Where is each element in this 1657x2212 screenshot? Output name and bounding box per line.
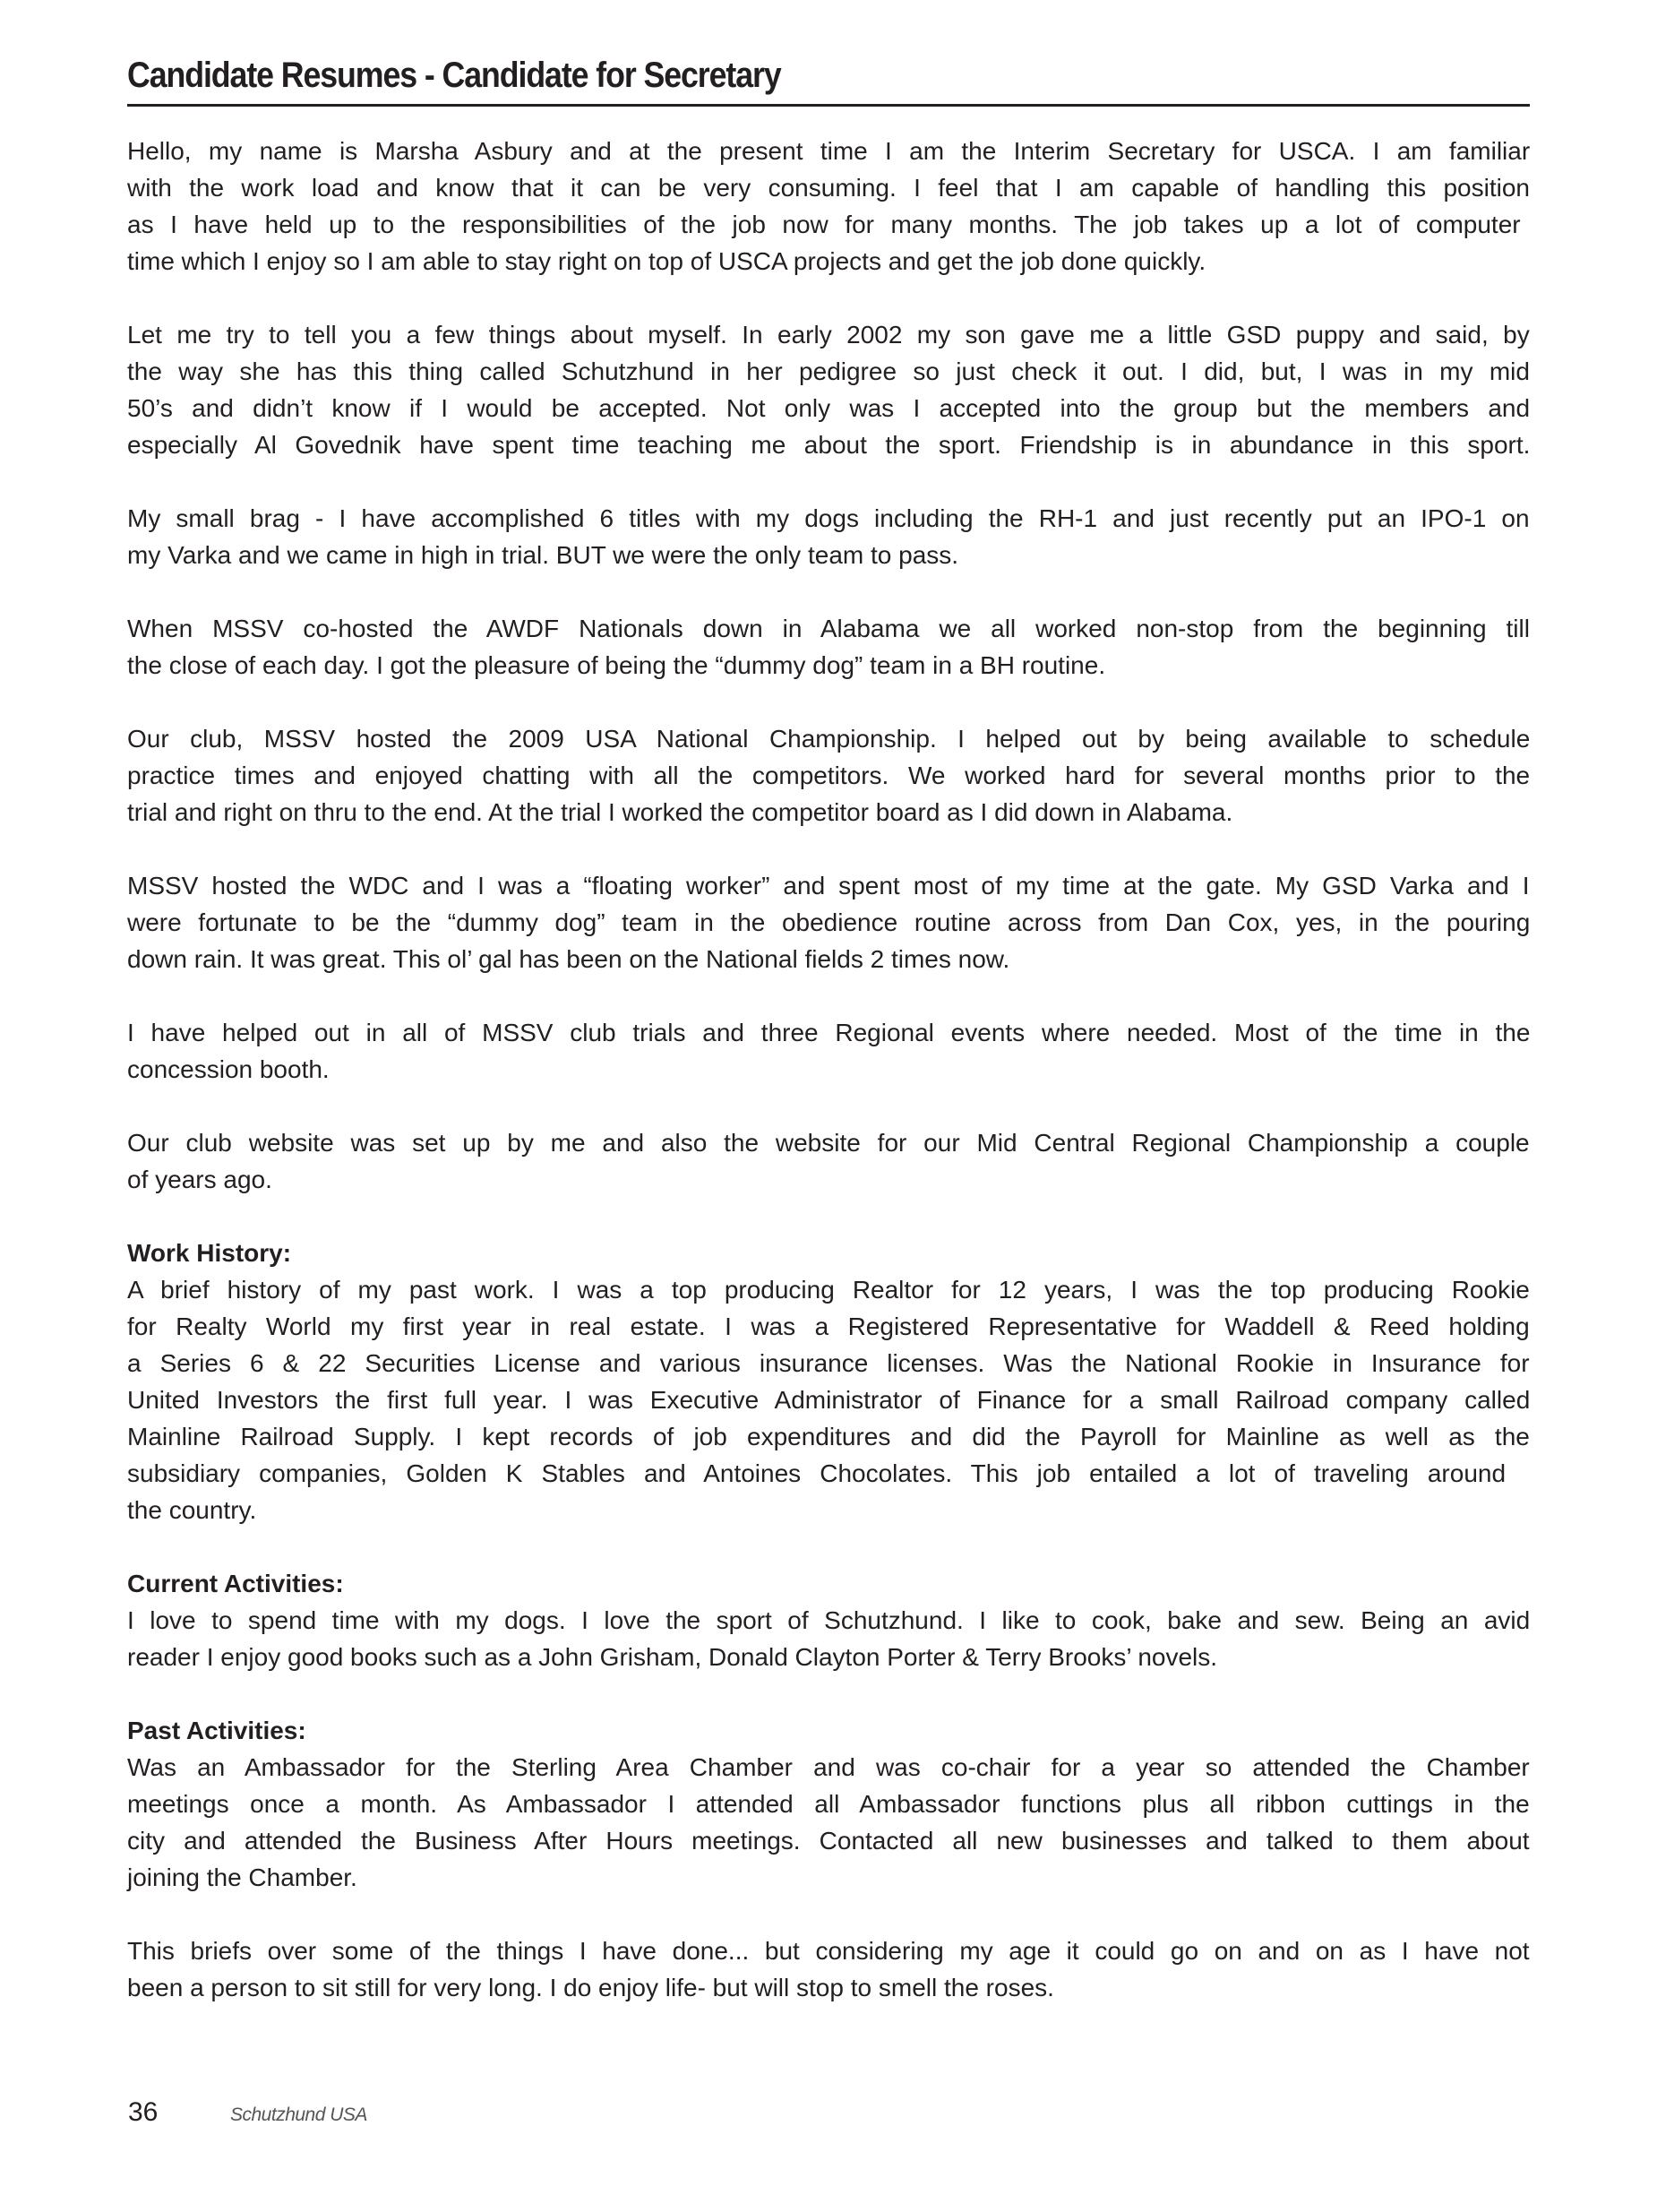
section-past-activities [127, 1712, 1530, 1896]
page-title: Candidate Resumes - Candidate for Secretary [127, 56, 781, 95]
text-line: A brief history of my past work. I was a top producing Realtor for 12 years, I was the top producing Rookie [127, 1276, 1530, 1304]
page-number: 36 [128, 2097, 159, 2127]
text-line: practice times and enjoyed chatting with all the competitors. We worked hard for several months prior to the [127, 762, 1531, 789]
resume-body [127, 133, 1530, 2006]
text-line: the close of each day. I got the pleasure of being the “dummy dog” team in a BH routine. [127, 651, 1106, 679]
text-line: United Investors the first full year. I was Executive Administrator of Finance for a small Railroad company called [127, 1386, 1531, 1414]
text-line: reader I enjoy good books such as a John Grisham, Donald Clayton Porter & Terry Brooks’ novels. [127, 1643, 1218, 1671]
text-line: were fortunate to be the “dummy dog” team in the obedience routine across from Dan Cox, yes, in the pouring [127, 908, 1531, 936]
paragraph-spacer [127, 1896, 1530, 1932]
text-line: 50’s and didn’t know if I would be accepted. Not only was I accepted into the group but the members and [127, 394, 1531, 422]
paragraph-spacer [127, 1675, 1530, 1712]
paragraph-spacer [127, 831, 1530, 867]
text-line: MSSV hosted the WDC and I was a “floating worker” and spent most of my time at the gate. My GSD Varka and I [127, 872, 1530, 899]
text-line: Hello, my name is Marsha Asbury and at the present time I am the Interim Secretary for USCA. I am familiar [127, 137, 1531, 165]
text-line: the country. [127, 1496, 257, 1524]
section-current-activities [127, 1565, 1530, 1675]
paragraph-spacer [127, 1528, 1530, 1565]
text-line: When MSSV co-hosted the AWDF Nationals down in Alabama we all worked non-stop from the beginning till [127, 615, 1530, 642]
paragraph-small-brag [127, 500, 1530, 573]
paragraph-spacer [127, 1088, 1530, 1124]
text-line: Mainline Railroad Supply. I kept records of job expenditures and did the Payroll for Mainline as well as the [127, 1423, 1530, 1450]
publication-name: Schutzhund USA [230, 2104, 367, 2125]
paragraph-spacer [127, 463, 1530, 500]
text-line: trial and right on thru to the end. At the trial I worked the competitor board as I did down in Alabama. [127, 798, 1233, 826]
text-line: of years ago. [127, 1166, 272, 1193]
paragraph-national-championship [127, 720, 1530, 831]
text-line: My small brag - I have accomplished 6 titles with my dogs including the RH-1 and just recently put an IPO-1 on [127, 504, 1530, 532]
paragraph-wdc [127, 867, 1530, 977]
section-heading-current-activities: Current Activities: [127, 1570, 344, 1597]
text-line: city and attended the Business After Hours meetings. Contacted all new businesses and talked to them about [127, 1827, 1530, 1855]
text-line: meetings once a month. As Ambassador I attended all Ambassador functions plus all ribbon cuttings in the [127, 1790, 1530, 1818]
text-line: my Varka and we came in high in trial. BUT we were the only team to pass. [127, 541, 959, 569]
text-line: This briefs over some of the things I have done... but considering my age it could go on and on as I have not [127, 1937, 1530, 1965]
section-heading-work-history: Work History: [127, 1239, 292, 1267]
paragraph-spacer [127, 573, 1530, 610]
paragraph-closing [127, 1932, 1530, 2006]
text-line: time which I enjoy so I am able to stay right on top of USCA projects and get the job done quickly. [127, 247, 1206, 275]
paragraph-about-myself [127, 316, 1530, 463]
text-line: the way she has this thing called Schutzhund in her pedigree so just check it out. I did, but, I was in my mid [127, 357, 1530, 385]
section-heading-past-activities: Past Activities: [127, 1717, 306, 1744]
paragraph-spacer [127, 684, 1530, 720]
text-line: especially Al Govednik have spent time teaching me about the sport. Friendship is in abundance in this sport. [127, 431, 1531, 459]
text-line: with the work load and know that it can be very consuming. I feel that I am capable of handling this position [127, 174, 1530, 202]
paragraph-awdf-nationals [127, 610, 1530, 684]
text-line: been a person to sit still for very long. I do enjoy life- but will stop to smell the roses. [127, 1974, 1054, 2001]
paragraph-introduction [127, 133, 1530, 280]
paragraph-spacer [127, 977, 1530, 1014]
text-line: down rain. It was great. This ol’ gal has been on the National fields 2 times now. [127, 945, 1010, 973]
title-underline-divider [127, 104, 1530, 107]
text-line: a Series 6 & 22 Securities License and various insurance licenses. Was the National Rookie in Insurance for [127, 1349, 1530, 1377]
text-line: Let me try to tell you a few things about myself. In early 2002 my son gave me a little GSD puppy and said, by [127, 321, 1530, 349]
text-line: I have helped out in all of MSSV club trials and three Regional events where needed. Most of the time in the [127, 1019, 1531, 1046]
paragraph-spacer [127, 280, 1530, 316]
text-line: as I have held up to the responsibilities of the job now for many months. The job takes up a lot of computer [127, 211, 1521, 238]
text-line: joining the Chamber. [127, 1863, 357, 1891]
text-line: Our club website was set up by me and also the website for our Mid Central Regional Championship a couple [127, 1129, 1530, 1157]
paragraph-spacer [127, 1198, 1530, 1235]
paragraph-club-trials [127, 1014, 1530, 1088]
section-work-history [127, 1235, 1530, 1528]
text-line: Our club, MSSV hosted the 2009 USA National Championship. I helped out by being available to schedule [127, 725, 1531, 753]
paragraph-club-website [127, 1124, 1530, 1198]
text-line: concession booth. [127, 1055, 330, 1083]
text-line: Was an Ambassador for the Sterling Area Chamber and was co-chair for a year so attended the Chamber [127, 1753, 1530, 1781]
text-line: subsidiary companies, Golden K Stables and Antoines Chocolates. This job entailed a lot of traveling around [127, 1459, 1507, 1487]
text-line: I love to spend time with my dogs. I love the sport of Schutzhund. I like to cook, bake and sew. Being an avid [127, 1606, 1531, 1634]
text-line: for Realty World my first year in real estate. I was a Registered Representative for Waddell & Reed holding [127, 1313, 1530, 1340]
